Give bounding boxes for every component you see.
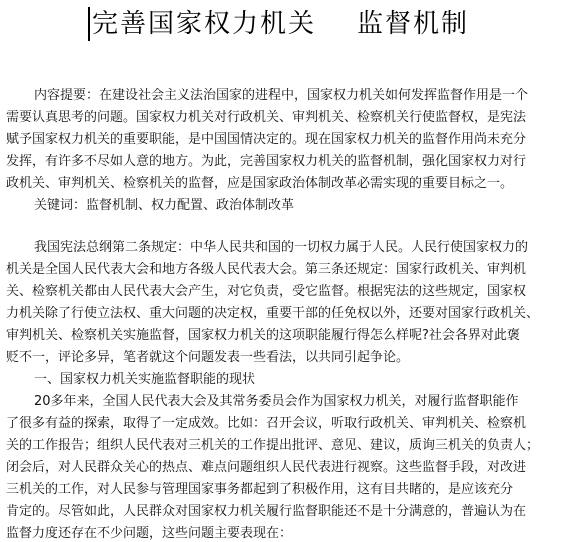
section-line: 了很多有益的探索，取得了一定成效。比如：召开会议，听取行政机关、审判机关、检察机 xyxy=(6,416,527,431)
abstract-line: 需要认真思考的问题。国家权力机关对行政机关、审判机关、检察机关行使监督权，是宪法 xyxy=(6,110,527,125)
abstract-line: 赋予国家权力机关的重要职能，是中国国情决定的。现在国家权力机关的监督作用尚未充分 xyxy=(6,132,527,147)
abstract-line: 内容提要：在建设社会主义法治国家的进程中，国家权力机关如何发挥监督作用是一个 xyxy=(34,88,529,103)
section-line: 20多年来，全国人民代表大会及其常务委员会作为国家权力机关，对履行监督职能作 xyxy=(34,394,519,409)
body-line: 力机关除了行使立法权、重大问题的决定权，重要干部的任免权以外，还要对国家行政机关、 xyxy=(6,306,540,321)
body-line: 机关是全国人民代表大会和地方各级人民代表大会。第三条还规定：国家行政机关、审判机 xyxy=(6,262,527,277)
title-area xyxy=(88,6,469,42)
section-line: 监督力度还存在不少问题，这些问题主要表现在： xyxy=(6,526,293,541)
abstract-line: 发挥，有许多不尽如人意的地方。为此，完善国家权力机关的监督机制，强化国家权力对行 xyxy=(6,154,527,169)
body-line: 关、检察机关都由人民代表大会产生，对它负责，受它监督。根据宪法的这些规定，国家权 xyxy=(6,284,527,299)
body-line: 贬不一，评论多异，笔者就这个问题发表一些看法，以共同引起争论。 xyxy=(6,350,410,365)
section-line: 三机关的工作，对人民参与管理国家事务都起到了积极作用，这有目共睹的，是应该充分 xyxy=(6,482,514,497)
document-title[interactable]: 完善国家权力机关 监督机制 xyxy=(92,9,470,39)
abstract-line: 政机关、审判机关、检察机关的监督，应是国家政治体制改革必需实现的重要目标之一。 xyxy=(6,176,514,191)
keywords-line: 关键词：监督机制、权力配置、政治体制改革 xyxy=(34,198,295,213)
section-line: 肯定的。尽管如此，人民群众对国家权力机关履行监督职能还不是十分满意的，普遍认为在 xyxy=(6,504,527,519)
section-line: 闭会后，对人民群众关心的热点、难点问题组织人民代表进行视察。这些监督手段，对改进 xyxy=(6,460,527,475)
body-line: 审判机关、检察机关实施监督，国家权力机关的这项职能履行得怎么样呢?社会各界对此褒 xyxy=(6,328,520,343)
body-line: 我国宪法总纲第二条规定：中华人民共和国的一切权力属于人民。人民行使国家权力的 xyxy=(34,240,529,255)
text-cursor xyxy=(88,7,90,41)
section-line: 关的工作报告；组织人民代表对三机关的工作提出批评、意见、建议，质询三机关的负责人； xyxy=(6,438,540,453)
section-heading: 一、国家权力机关实施监督职能的现状 xyxy=(34,372,256,387)
